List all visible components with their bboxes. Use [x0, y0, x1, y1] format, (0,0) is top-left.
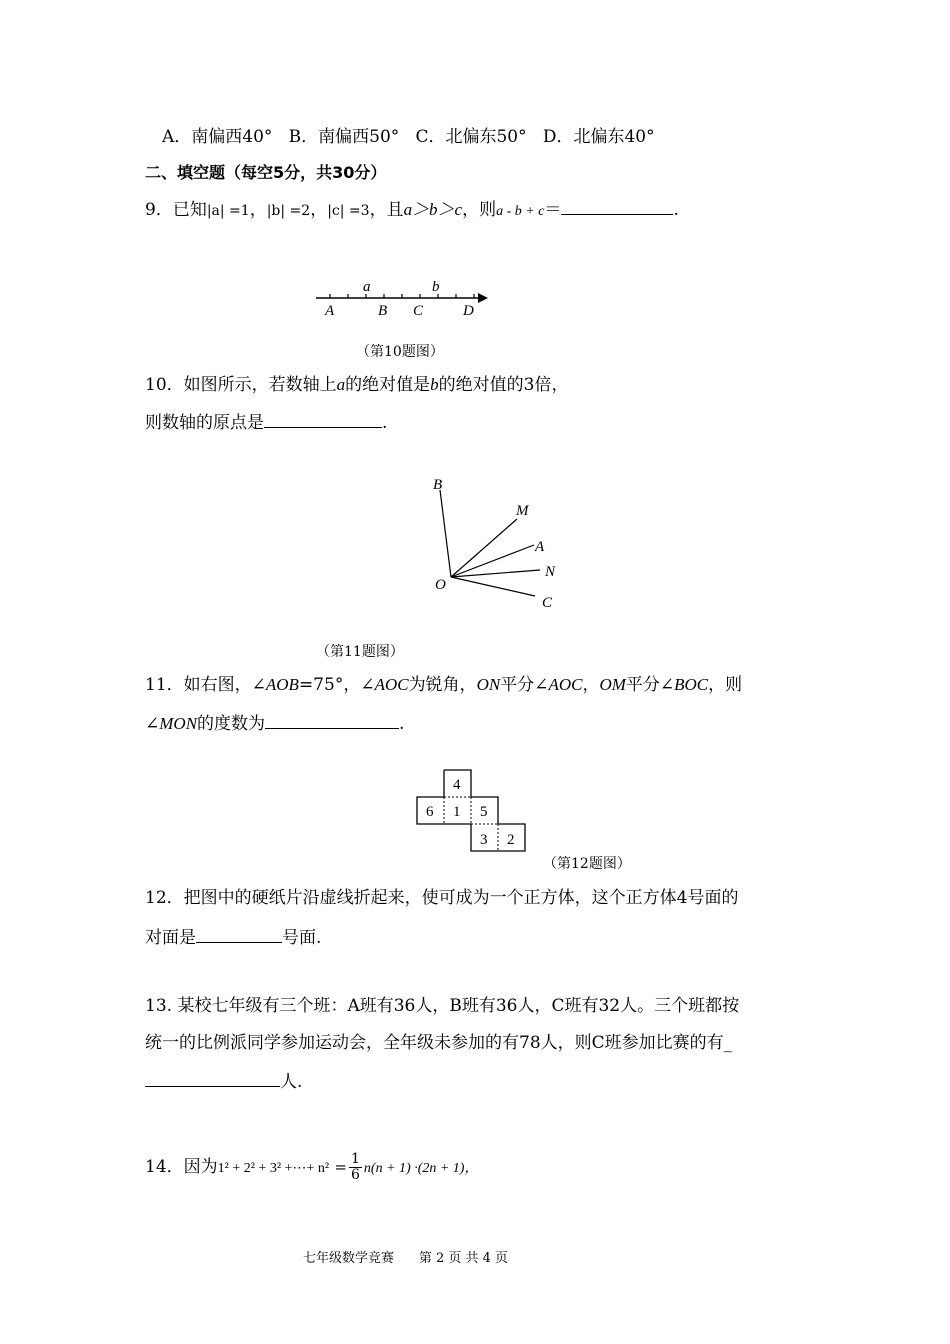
- q9-abs-b: |b| =2: [266, 203, 311, 219]
- fig11-label-a: A: [535, 539, 545, 555]
- q13-text-3: 人.: [280, 1072, 303, 1092]
- q9-answer-blank[interactable]: [561, 197, 673, 215]
- q11-om: OM: [599, 675, 626, 694]
- q10-var-a: a: [336, 375, 346, 394]
- q13-answer-blank[interactable]: [145, 1069, 280, 1087]
- q9-then: ，则: [462, 200, 497, 220]
- q12-text-2: 号面.: [282, 928, 322, 948]
- q11-aoc: AOC: [374, 675, 409, 694]
- question-13-line1: 13. 某校七年级有三个班：A班有36人，B班有36人，C班有32人。三个班都按: [145, 996, 740, 1016]
- question-14: [145, 1152, 478, 1183]
- q9-abs-c: |c| =3: [327, 203, 370, 219]
- q11-text-2: =75°，∠: [298, 675, 375, 695]
- q11-answer-blank[interactable]: [265, 711, 399, 729]
- fig11-label-o: O: [435, 577, 446, 593]
- fig12-caption: （第12题图）: [543, 856, 631, 872]
- fig11-caption: （第11题图）: [316, 644, 404, 660]
- q11-text-1: 11．如右图，∠: [145, 675, 266, 695]
- section-heading: 二、填空题（每空5分，共30分）: [145, 163, 387, 182]
- fig10-point-a: A: [325, 303, 335, 319]
- choice-c: C．北偏东50°: [415, 127, 527, 147]
- fig11-angle-diagram: [420, 472, 570, 617]
- q10-text-2: 的绝对值是: [345, 375, 431, 395]
- q10-text-3: 的绝对值的3倍，: [438, 375, 569, 395]
- q9-abs-a: |a| =1: [206, 203, 250, 219]
- q11-text-6: 平分∠: [625, 675, 675, 695]
- q10-text-1: 10．如图所示，若数轴上: [145, 375, 337, 395]
- fig10-point-c: C: [413, 303, 424, 319]
- footer-title: 七年级数学竞赛: [303, 1251, 395, 1266]
- q14-prefix: 14．因为: [145, 1157, 218, 1177]
- question-12-line1: 12．把图中的硬纸片沿虚线折起来，使可成为一个正方体，这个正方体4号面的: [145, 888, 739, 908]
- fig12-cell-3: 3: [480, 832, 488, 848]
- footer-page-number: 第 2 页 共 4 页: [418, 1251, 509, 1266]
- fig10-number-line: [310, 272, 500, 322]
- q12-answer-blank[interactable]: [196, 925, 282, 943]
- question-13-line3: [145, 1069, 302, 1093]
- fig11-label-m: M: [516, 503, 529, 519]
- choice-d: D．北偏东40°: [542, 127, 655, 147]
- q14-rhs: n(n + 1) ·(2n + 1)，: [363, 1161, 479, 1176]
- question-9: 9．已知|a| =1，|b| =2，|c| =3，且a＞b＞c，则a - b + c＝ .: [145, 197, 679, 223]
- fig10-mark-b: b: [432, 279, 440, 295]
- q11-text-5: ，: [582, 675, 600, 695]
- fig12-cell-5: 5: [480, 804, 488, 820]
- fig11-label-n: N: [545, 564, 556, 580]
- question-10-line1: [145, 374, 568, 396]
- q10-text-4: 则数轴的原点是: [145, 413, 264, 433]
- q9-prefix: 9．已知: [145, 200, 207, 220]
- q9-equals: ＝: [544, 200, 562, 220]
- q14-equals: =: [334, 1158, 347, 1176]
- fig12-cell-1: 1: [453, 804, 461, 820]
- fig11-label-c: C: [542, 595, 553, 611]
- q11-text-7: ，则: [708, 675, 743, 695]
- fig10-point-d: D: [463, 303, 474, 319]
- q11-on: ON: [476, 675, 501, 694]
- question-11-line1: [145, 674, 742, 696]
- q11-aob: AOB: [265, 675, 299, 694]
- fig10-mark-a: a: [363, 279, 371, 295]
- page-footer: [303, 1247, 508, 1266]
- question-11-line2: ∠MON的度数为 .: [145, 711, 404, 735]
- q11-text-8: ∠: [145, 714, 160, 734]
- fig11-label-b: B: [433, 477, 443, 493]
- choice-a: A．南偏西40°: [162, 127, 273, 147]
- question-12-line2: [145, 925, 321, 949]
- q9-condition: a＞b＞c: [403, 200, 463, 219]
- q11-text-9: 的度数为: [197, 714, 266, 734]
- q11-text-3: 为锐角，: [408, 675, 477, 695]
- fig10-point-b: B: [378, 303, 388, 319]
- q9-condition-pre: ，且: [369, 200, 404, 220]
- q14-sum: 1² + 2² + 3² +⋯+ n²: [217, 1161, 330, 1176]
- q11-mon: MON: [159, 714, 198, 733]
- q12-text-1: 对面是: [145, 928, 196, 948]
- q14-fraction: [349, 1152, 362, 1183]
- q11-aoc-2: AOC: [548, 675, 583, 694]
- fig12-cube-net: [414, 767, 530, 855]
- q10-var-b: b: [430, 375, 439, 394]
- q11-text-4: 平分∠: [500, 675, 549, 695]
- q9-expr: a - b + c: [496, 204, 545, 219]
- question-10-line2: 则数轴的原点是 .: [145, 410, 387, 434]
- q10-answer-blank[interactable]: [264, 410, 382, 428]
- question-13-line2: 统一的比例派同学参加运动会，全年级未参加的有78人，则C班参加比赛的有_: [145, 1033, 733, 1053]
- choice-b: B．南偏西50°: [288, 127, 400, 147]
- q14-frac-num: 1: [351, 1151, 360, 1167]
- fig12-cell-4: 4: [453, 777, 461, 793]
- fig10-caption: （第10题图）: [356, 344, 444, 360]
- fig12-cell-2: 2: [507, 832, 515, 848]
- q8-choices: [162, 126, 655, 148]
- fig12-cell-6: 6: [426, 804, 434, 820]
- q14-frac-den: 6: [351, 1167, 360, 1183]
- q11-boc: BOC: [674, 675, 709, 694]
